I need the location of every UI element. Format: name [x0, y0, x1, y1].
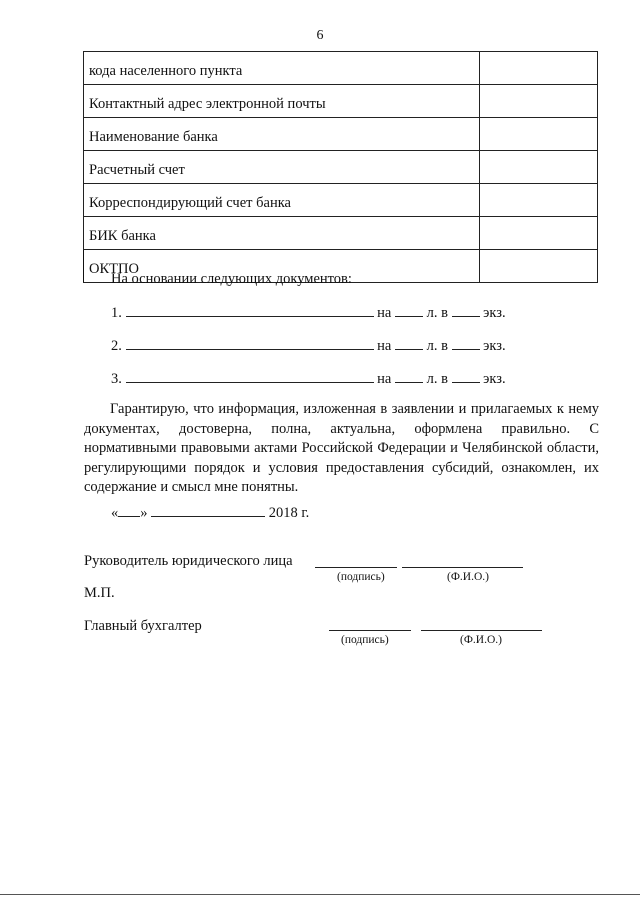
document-line-1 [111, 302, 506, 322]
sheets-label: л. в [426, 338, 448, 354]
page-number: 6 [316, 28, 324, 43]
row-value-cell [480, 217, 598, 250]
document-line-2 [111, 335, 506, 355]
copies-label: экз. [483, 338, 506, 354]
bottom-rule [0, 894, 640, 895]
row-value-cell [480, 184, 598, 217]
sheets-label: л. в [426, 305, 448, 321]
copies-blank[interactable] [452, 302, 480, 317]
row-label: БИК банка [84, 217, 480, 250]
requisites-table [83, 51, 598, 283]
row-label: Контактный адрес электронной почты [84, 85, 480, 118]
stamp-label: М.П. [84, 585, 115, 601]
signature-caption: (подпись) [337, 571, 385, 583]
sheets-blank[interactable] [395, 302, 423, 317]
accountant-signature-line[interactable] [329, 630, 411, 631]
copies-label: экз. [483, 371, 506, 387]
row-value-cell [480, 85, 598, 118]
table-row [84, 184, 598, 217]
table-row [84, 52, 598, 85]
document-name-blank[interactable] [126, 335, 374, 350]
document-number: 3. [111, 371, 122, 387]
row-label: кода населенного пункта [84, 52, 480, 85]
copies-label: экз. [483, 305, 506, 321]
table-row [84, 217, 598, 250]
row-label: Расчетный счет [84, 151, 480, 184]
sheets-blank[interactable] [395, 335, 423, 350]
copies-blank[interactable] [452, 335, 480, 350]
name-caption: (Ф.И.О.) [460, 634, 502, 646]
table-row [84, 118, 598, 151]
table-row [84, 85, 598, 118]
document-number: 2. [111, 338, 122, 354]
row-value-cell [480, 250, 598, 283]
row-value-cell [480, 52, 598, 85]
accountant-label: Главный бухгалтер [84, 618, 202, 634]
sheets-blank[interactable] [395, 368, 423, 383]
accountant-name-line[interactable] [421, 630, 542, 631]
documents-intro: На основании следующих документов: [111, 271, 352, 287]
document-name-blank[interactable] [126, 368, 374, 383]
head-signature-line[interactable] [315, 567, 397, 568]
guarantee-paragraph: Гарантирую, что информация, изложенная в заявлении и прилагаемых к нему документах, достоверна, полна, актуальна, оформлена правильно. С нормативными правовыми актами Российской Федерации и Челябинской области, регулирующими порядок и условия предоставления субсидий, ознакомлен, их содержание и смысл мне понятны. [84, 401, 599, 495]
document-name-blank[interactable] [126, 302, 374, 317]
head-label: Руководитель юридического лица [84, 553, 293, 569]
open-quote: « [111, 505, 119, 521]
on-label: на [377, 305, 392, 321]
document-number: 1. [111, 305, 122, 321]
sheets-label: л. в [426, 371, 448, 387]
on-label: на [377, 371, 392, 387]
close-quote: » [140, 505, 148, 521]
year-label: 2018 г. [268, 505, 310, 521]
row-label: Корреспондирующий счет банка [84, 184, 480, 217]
row-label: ОКТПО [84, 250, 480, 283]
row-label: Наименование банка [84, 118, 480, 151]
copies-blank[interactable] [452, 368, 480, 383]
signature-caption: (подпись) [341, 634, 389, 646]
name-caption: (Ф.И.О.) [447, 571, 489, 583]
row-value-cell [480, 118, 598, 151]
row-value-cell [480, 151, 598, 184]
on-label: на [377, 338, 392, 354]
day-blank[interactable] [118, 502, 140, 517]
month-blank[interactable] [151, 502, 265, 517]
head-name-line[interactable] [402, 567, 523, 568]
document-line-3 [111, 368, 506, 388]
date-line [111, 502, 309, 522]
table-row [84, 151, 598, 184]
